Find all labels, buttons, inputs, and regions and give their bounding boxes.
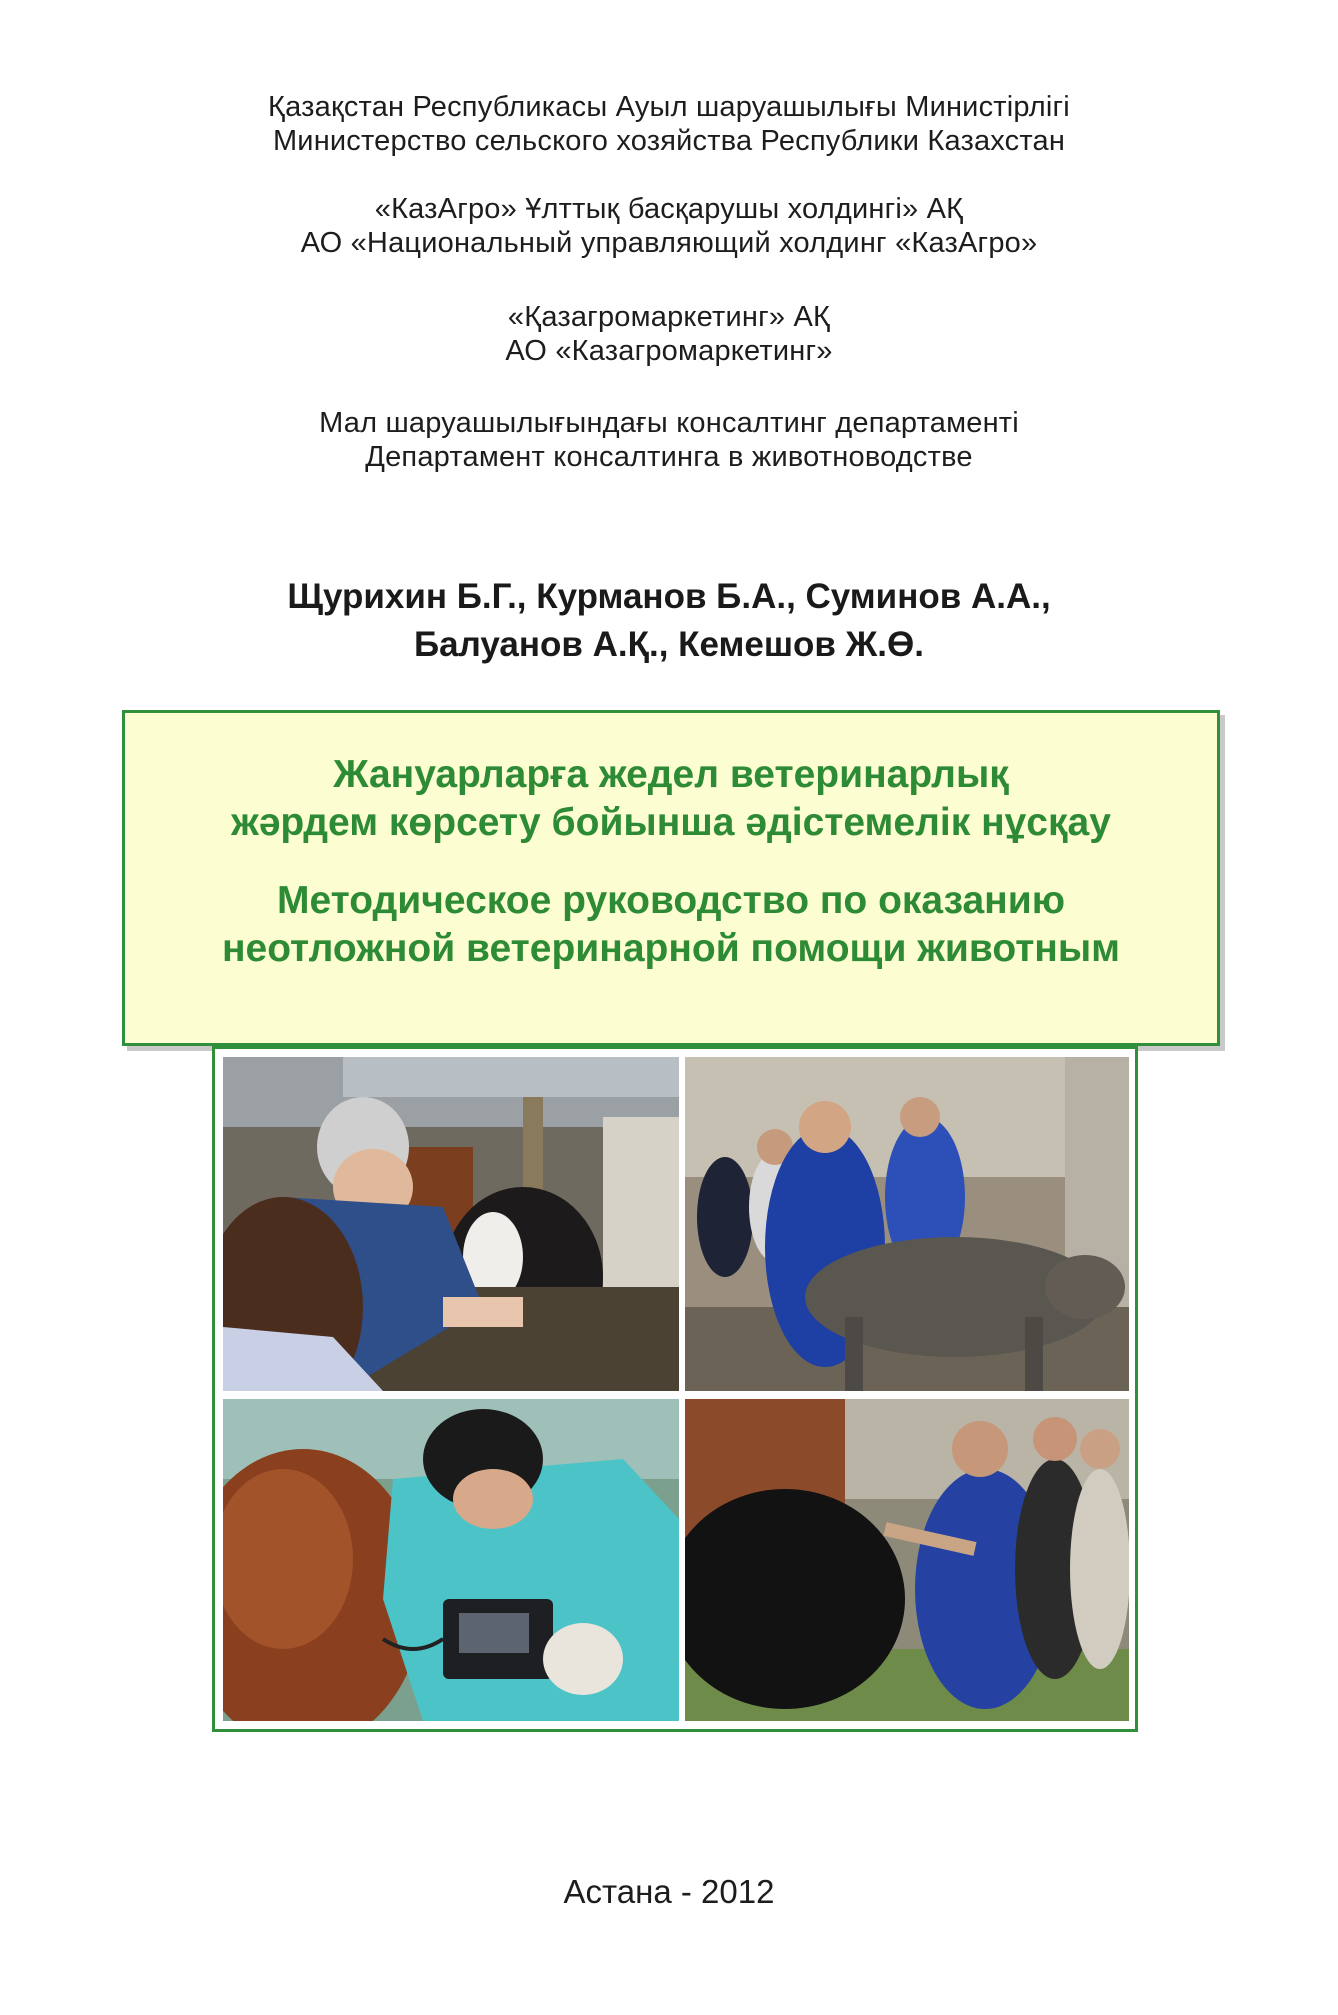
photo-cattle-stall xyxy=(223,1057,679,1391)
photo-black-cow-exam xyxy=(685,1399,1129,1721)
title-ru-line-1: Методическое руководство по оказанию xyxy=(276,879,1066,922)
holding-header xyxy=(0,192,1338,260)
ministry-header xyxy=(0,90,1338,158)
title-box xyxy=(122,710,1220,1046)
photo-ultrasound-exam xyxy=(223,1399,679,1721)
title-ru xyxy=(125,877,1217,973)
title-kz-line-2: жәрдем көрсету бойынша әдістемелік нұсқау xyxy=(231,801,1111,844)
ministry-name-kz: Қазақстан Республикасы Ауыл шаруашылығы Министірлігі xyxy=(268,91,1070,123)
marketing-name-kz: «Қазагромаркетинг» АҚ xyxy=(507,301,831,333)
department-name-kz: Мал шаруашылығындағы консалтинг департаменті xyxy=(319,407,1019,439)
title-ru-line-2: неотложной ветеринарной помощи животным xyxy=(221,927,1121,970)
photo-group-with-cow xyxy=(685,1057,1129,1391)
department-name-ru: Департамент консалтинга в животноводстве xyxy=(365,441,973,473)
title-kz-line-1: Жануарларға жедел ветеринарлық xyxy=(333,753,1009,796)
department-header xyxy=(0,406,1338,474)
marketing-header xyxy=(0,300,1338,368)
marketing-name-ru: АО «Казагромаркетинг» xyxy=(505,335,833,367)
authors-line-2: Балуанов А.Қ., Кемешов Ж.Ө. xyxy=(414,625,924,664)
ministry-name-ru: Министерство сельского хозяйства Республики Казахстан xyxy=(272,125,1066,157)
holding-name-ru: АО «Национальный управляющий холдинг «КазАгро» xyxy=(300,227,1038,259)
title-kz xyxy=(125,751,1217,847)
photo-collage xyxy=(212,1046,1138,1732)
authors xyxy=(0,573,1338,669)
holding-name-kz: «КазАгро» Ұлттық басқарушы холдингі» АҚ xyxy=(374,193,964,225)
authors-line-1: Щурихин Б.Г., Курманов Б.А., Суминов А.А., xyxy=(287,577,1051,616)
publication-place-year: Астана - 2012 xyxy=(563,1873,775,1910)
